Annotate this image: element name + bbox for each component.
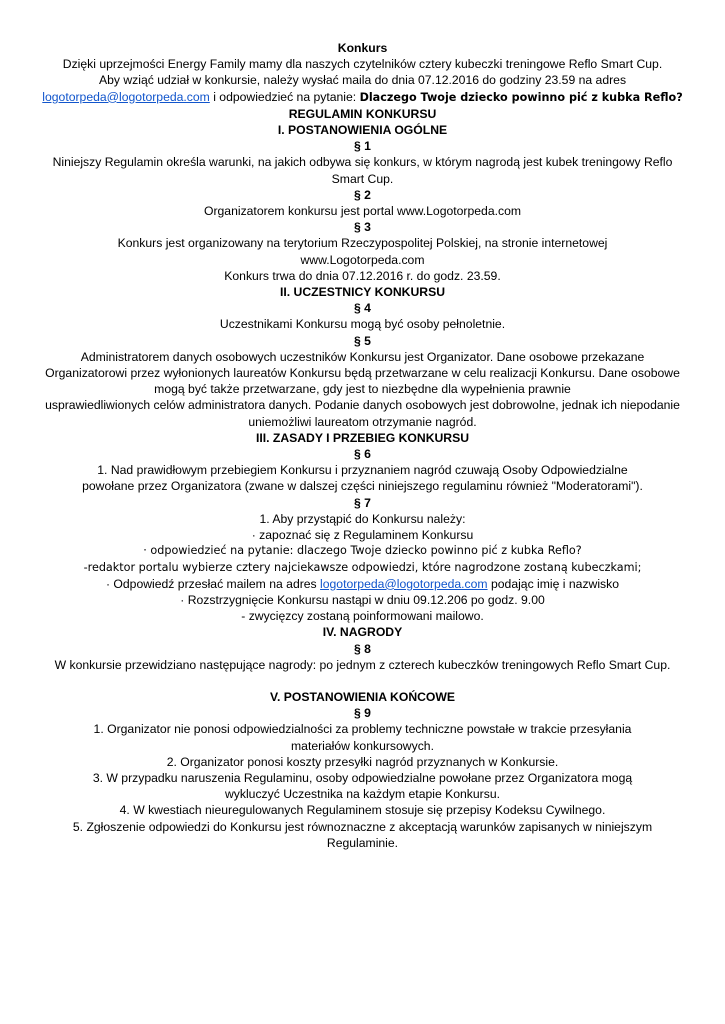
paragraph-7-line-7: - zwycięzcy zostaną poinformowani mailowo. — [241, 609, 484, 624]
paragraph-2-line-1: Organizatorem konkursu jest portal www.Logotorpeda.com — [203, 204, 522, 219]
paragraph-7-line-1: 1. Aby przystąpić do Konkursu należy: — [259, 511, 466, 526]
paragraph-9-line-2: materiałów konkursowych. — [291, 738, 434, 753]
paragraph-9-line-6: 4. W kwestiach nieuregulowanych Regulaminem stosuje się przepisy Kodeksu Cywilnego. — [119, 803, 606, 818]
paragraph-9-label: § 9 — [354, 706, 371, 721]
paragraph-5-line-4: usprawiedliwionych celów administratora danych. Podanie danych osobowych jest dobrowolne, jednak ich niepodanie — [45, 398, 680, 413]
paragraph-3-line-2: www.Logotorpeda.com — [300, 252, 425, 267]
intro-line-1: Dzięki uprzejmości Energy Family mamy dla naszych czytelników cztery kubeczki treningowe Reflo Smart Cup. — [62, 57, 663, 72]
paragraph-4-line-1: Uczestnikami Konkursu mogą być osoby pełnoletnie. — [219, 317, 506, 332]
paragraph-5-line-2: Organizatorowi przez wyłonionych laureatów Konkursu będą przetwarzane w celu realizacji Konkursu. Dane osobowe — [45, 366, 680, 381]
section-heading-2: II. UCZESTNICY KONKURSU — [280, 285, 445, 300]
paragraph-9-line-8: Regulaminie. — [326, 835, 399, 850]
paragraph-2-label: § 2 — [354, 187, 371, 202]
spacer — [0, 673, 725, 689]
paragraph-9-line-5: wykluczyć Uczestnika na każdym etapie Konkursu. — [224, 787, 500, 802]
paragraph-5-line-3: mogą być także przetwarzane, gdy jest to niezbędne dla wypełnienia prawnie — [154, 382, 571, 397]
paragraph-5-label: § 5 — [354, 333, 371, 348]
paragraph-5-line-1: Administratorem danych osobowych uczestników Konkursu jest Organizator. Dane osobowe przekazane — [80, 349, 645, 364]
section-heading-4: IV. NAGRODY — [322, 625, 403, 640]
intro-line-3-text: i odpowiedzieć na pytanie: — [209, 89, 360, 104]
section-heading-5: V. POSTANOWIENIA KOŃCOWE — [269, 689, 456, 704]
paragraph-5-line-5: uniemożliwi laureatom otrzymanie nagród. — [248, 414, 477, 429]
paragraph-3-line-1: Konkurs jest organizowany na terytorium Rzeczypospolitej Polskiej, na stronie internetowej — [117, 236, 608, 251]
paragraph-7-line-2: · zapoznać się z Regulaminem Konkursu — [251, 528, 474, 543]
intro-line-2: Aby wziąć udział w konkursie, należy wysłać maila do dnia 07.12.2016 do godziny 23.59 na adres — [98, 73, 627, 88]
regulamin-title: REGULAMIN KONKURSU — [288, 106, 437, 121]
paragraph-7-line-5-post: podając imię i nazwisko — [487, 576, 620, 591]
paragraph-3-line-3: Konkurs trwa do dnia 07.12.2016 r. do godz. 23.59. — [224, 268, 501, 283]
paragraph-9-line-3: 2. Organizator ponosi koszty przesyłki nagród przyznanych w Konkursie. — [166, 754, 559, 769]
paragraph-6-line-1: 1. Nad prawidłowym przebiegiem Konkursu i przyznaniem nagród czuwają Osoby Odpowiedzialne — [97, 463, 628, 478]
document-page — [0, 40, 725, 851]
paragraph-4-label: § 4 — [354, 301, 371, 316]
paragraph-7-label: § 7 — [354, 495, 371, 510]
paragraph-9-line-7: 5. Zgłoszenie odpowiedzi do Konkursu jest równoznaczne z akceptacją warunków zapisanych w niniejszym — [72, 819, 653, 834]
document-title: Konkurs — [337, 41, 388, 55]
paragraph-7-line-5-pre: · Odpowiedź przesłać mailem na adres — [105, 576, 321, 591]
contest-question: Dlaczego Twoje dziecko powinno pić z kubka Reflo? — [359, 90, 683, 104]
paragraph-6-label: § 6 — [354, 447, 371, 462]
paragraph-9-line-4: 3. W przypadku naruszenia Regulaminu, osoby odpowiedzialne powołane przez Organizatora mogą — [92, 770, 633, 785]
paragraph-8-label: § 8 — [354, 641, 371, 656]
section-heading-3: III. ZASADY I PRZEBIEG KONKURSU — [255, 430, 470, 445]
paragraph-1-line-2: Smart Cup. — [331, 171, 394, 186]
paragraph-7-line-5 — [0, 576, 725, 592]
paragraph-8-line-1: W konkursie przewidziano następujące nagrody: po jednym z czterech kubeczków treningowych Reflo Smart Cup. — [54, 657, 671, 672]
paragraph-1-label: § 1 — [354, 139, 371, 154]
paragraph-3-label: § 3 — [354, 220, 371, 235]
paragraph-1-line-1: Niniejszy Regulamin określa warunki, na jakich odbywa się konkurs, w którym nagrodą jest kubek treningowy Reflo — [52, 155, 673, 170]
email-link[interactable]: logotorpeda@logotorpeda.com — [42, 89, 210, 104]
paragraph-7-line-3: · odpowiedzieć na pytanie: dlaczego Twoje dziecko powinno pić z kubka Reflo? — [143, 544, 582, 558]
email-link-2[interactable]: logotorpeda@logotorpeda.com — [320, 576, 488, 591]
intro-line-3 — [0, 89, 725, 106]
section-heading-1: I. POSTANOWIENIA OGÓLNE — [277, 123, 448, 138]
paragraph-7-line-6: · Rozstrzygnięcie Konkursu nastąpi w dniu 09.12.206 po godz. 9.00 — [180, 592, 545, 607]
paragraph-9-line-1: 1. Organizator nie ponosi odpowiedzialności za problemy techniczne powstałe w trakcie przesyłania — [93, 722, 632, 737]
paragraph-6-line-2: powołane przez Organizatora (zwane w dalszej części niniejszego regulaminu również "Moderatorami"). — [82, 479, 643, 494]
paragraph-7-line-4: -redaktor portalu wybierze cztery najciekawsze odpowiedzi, które nagrodzone zostaną kubeczkami; — [83, 560, 642, 574]
